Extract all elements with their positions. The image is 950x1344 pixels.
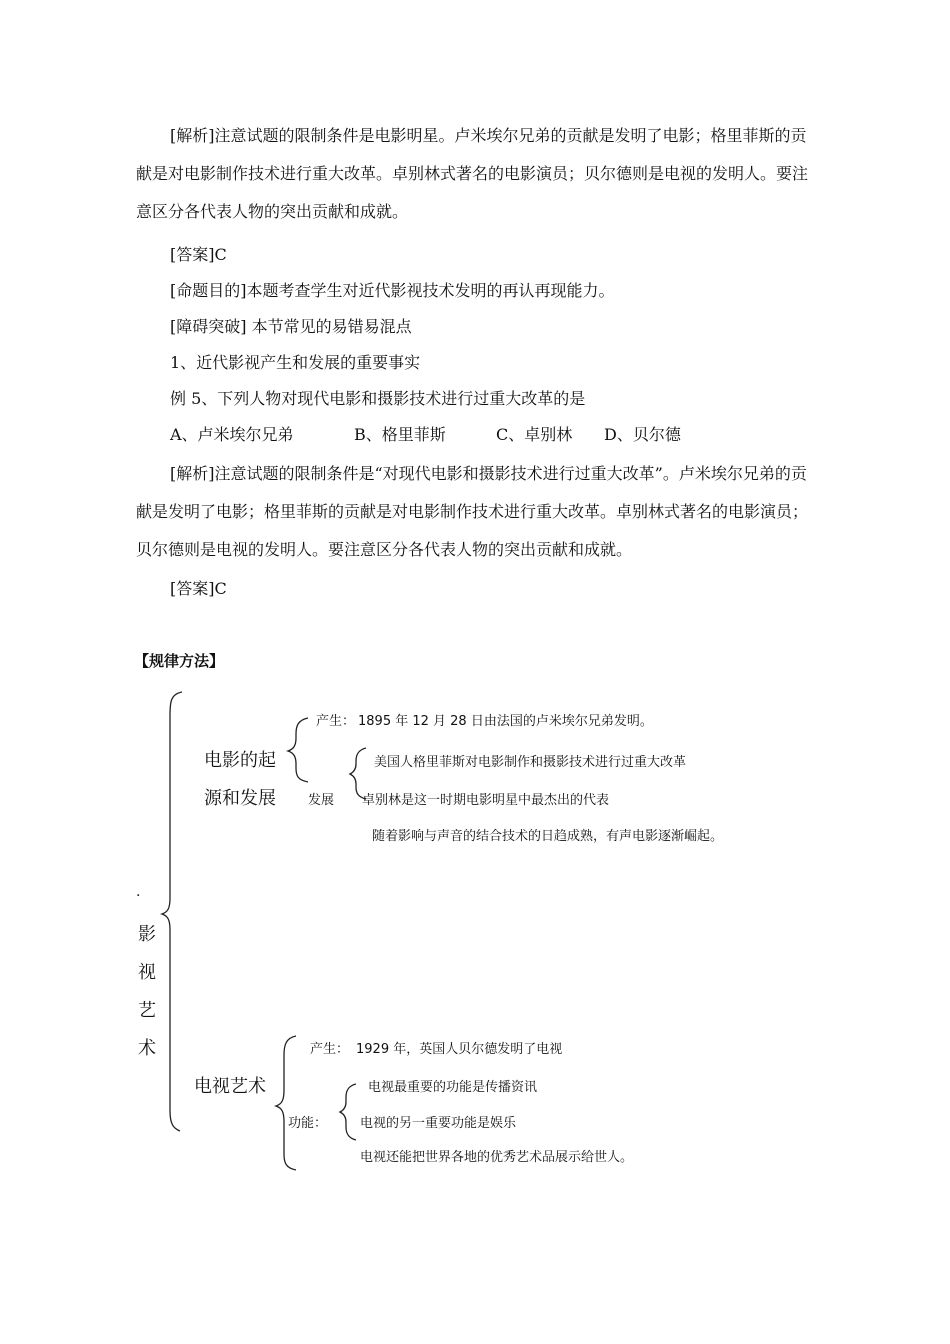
film-bracket: [288, 718, 308, 782]
root-char-2: 视: [138, 962, 156, 983]
tv-func-item-3: 电视还能把世界各地的优秀艺术品展示给世人。: [360, 1150, 634, 1165]
tv-func-item-2: 电视的另一重要功能是娱乐: [360, 1116, 517, 1131]
q5-answer: [答案]C: [170, 579, 227, 598]
root-char-4: 术: [138, 1038, 156, 1059]
tv-origin-label: 产生：: [310, 1042, 350, 1057]
root-dot: .: [136, 884, 141, 900]
film-origin-text: 1895 年 12 月 28 日由法国的卢米埃尔兄弟发明。: [358, 714, 653, 729]
tv-bracket: [276, 1036, 296, 1170]
q4-analysis: [解析]注意试题的限制条件是电影明星。卢米埃尔兄弟的贡献是发明了电影；格里菲斯的贡献是对电影制作技术进行重大改革。卓别林式著名的电影演员；贝尔德则是电视的发明人。要注意区分各代表人物的突出贡献和成就。: [136, 126, 809, 221]
tv-title: 电视艺术: [194, 1076, 266, 1097]
root-char-3: 艺: [138, 1000, 156, 1021]
film-dev-item-3: 随着影响与声音的结合技术的日趋成熟，有声电影逐渐崛起。: [372, 829, 724, 844]
q4-obstacle: [障碍突破] 本节常见的易错易混点: [170, 317, 412, 336]
film-origin-label: 产生：: [316, 714, 356, 729]
film-title-line2: 源和发展: [204, 788, 276, 809]
func-bracket: [340, 1084, 356, 1140]
root-char-1: 影: [138, 924, 156, 945]
q5-option-d: D、贝尔德: [604, 425, 681, 444]
film-title-line1: 电影的起: [204, 750, 276, 771]
q4-answer: [答案]C: [170, 245, 227, 264]
q5-option-c: C、卓别林: [496, 425, 573, 444]
film-dev-label: 发展: [308, 793, 335, 808]
root-bracket: [162, 692, 182, 1131]
tv-func-label: 功能：: [288, 1116, 328, 1131]
q5-option-a: A、卢米埃尔兄弟: [170, 425, 294, 444]
tv-func-item-1: 电视最重要的功能是传播资讯: [368, 1080, 538, 1095]
film-dev-item-1: 美国人格里菲斯对电影制作和摄影技术进行过重大改革: [374, 755, 687, 770]
film-dev-item-2: 卓别林是这一时期电影明星中最杰出的代表: [362, 793, 610, 808]
q5-option-b: B、格里菲斯: [354, 425, 446, 444]
method-heading: 【规律方法】: [134, 652, 225, 670]
q5-question: 例 5、下列人物对现代电影和摄影技术进行过重大改革的是: [170, 389, 586, 408]
tv-origin-text: 1929 年，英国人贝尔德发明了电视: [356, 1042, 563, 1057]
q5-analysis: [解析]注意试题的限制条件是“对现代电影和摄影技术进行过重大改革”。卢米埃尔兄弟的贡献是发明了电影；格里菲斯的贡献是对电影制作技术进行重大改革。卓别林式著名的电影演员；贝尔德则是电视的发明人。要注意区分各代表人物的突出贡献和成就。: [136, 464, 809, 559]
q4-purpose: [命题目的]本题考查学生对近代影视技术发明的再认再现能力。: [170, 281, 615, 300]
q4-point1: 1、近代影视产生和发展的重要事实: [170, 353, 421, 372]
